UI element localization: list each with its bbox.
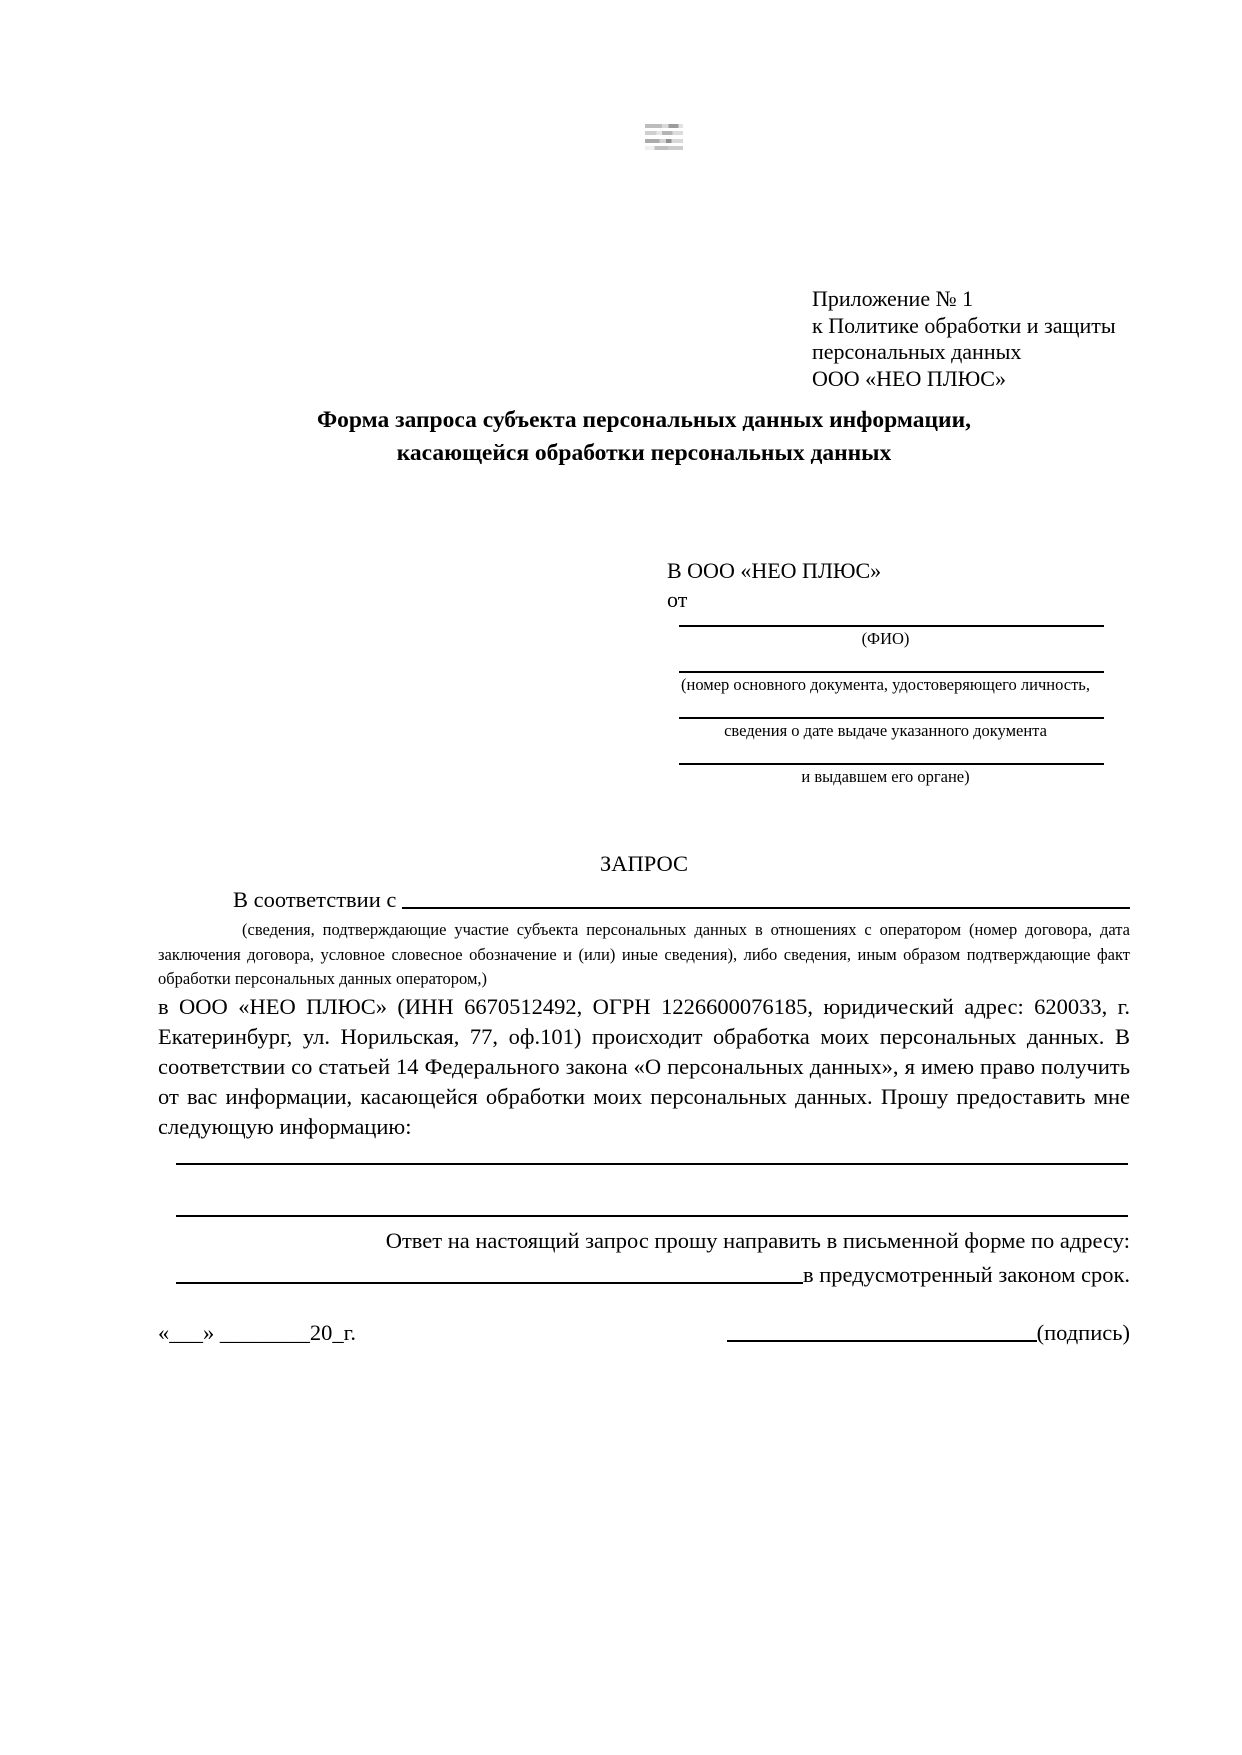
reply-address-sentence: Ответ на настоящий запрос прошу направить в письменной форме по адресу: <box>385 1228 1130 1253</box>
issuing-authority-caption: и выдавшем его органе) <box>801 767 970 786</box>
annex-block <box>812 286 1116 392</box>
reply-address-fill-line <box>176 1282 803 1284</box>
legal-basis-prefix: В соответствии с <box>233 887 397 912</box>
form-title-line: касающейся обработки персональных данных <box>396 440 892 466</box>
fio-fill-line <box>679 613 1104 627</box>
recipient-to: В ООО «НЕО ПЛЮС» <box>667 558 882 583</box>
legal-basis-footnote: (сведения, подтверждающие участие субъекта персональных данных в отношениях с оператором (номер договора, дата заключения договора, условное словесное обозначение и (или) иные сведения), либо сведения, иным образом подтверждающие факт обработки персональных данных оператором,) <box>158 920 1130 988</box>
info-fill-line-1 <box>176 1163 1128 1165</box>
signature-fill-line <box>727 1340 1037 1342</box>
reply-deadline-text: в предусмотренный законом срок. <box>803 1262 1130 1287</box>
signature-group <box>727 1320 1130 1346</box>
info-fill-line-2 <box>176 1215 1128 1217</box>
form-title <box>158 404 1130 470</box>
issue-date-fill-line <box>679 705 1104 719</box>
annex-line: ООО «НЕО ПЛЮС» <box>812 365 1006 391</box>
form-title-line: Форма запроса субъекта персональных данных информации, <box>317 407 971 433</box>
annex-line: персональных данных <box>812 339 1022 364</box>
letterhead-mark-icon <box>645 124 683 150</box>
document-number-caption: (номер основного документа, удостоверяющего личность, <box>681 675 1090 694</box>
recipient-block <box>667 557 1104 786</box>
request-body: в ООО «НЕО ПЛЮС» (ИНН 6670512492, ОГРН 1226600076185, юридический адрес: 620033, г. Екатеринбург, ул. Норильская, 77, оф.101) происходит обработка моих персональных данных. В соответствии со статьей 14 Федерального закона «О персональных данных», я имею право получить от вас информации, касающейся обработки моих персональных данных. Прошу предоставить мне следующую информацию: <box>158 994 1130 1139</box>
fio-caption: (ФИО) <box>861 629 910 648</box>
issuing-authority-field <box>667 751 1104 786</box>
document-number-field <box>667 659 1104 694</box>
request-heading: ЗАПРОС <box>599 851 689 876</box>
annex-line: к Политике обработки и защиты <box>812 312 1116 338</box>
signature-row <box>158 1320 1130 1346</box>
annex-line: Приложение № 1 <box>812 286 974 311</box>
legal-basis-fill-line <box>402 907 1130 909</box>
fio-field <box>667 613 1104 648</box>
issue-date-field <box>667 705 1104 740</box>
signature-caption: (подпись) <box>1036 1320 1130 1345</box>
issuing-authority-fill-line <box>679 751 1104 765</box>
issue-date-caption: сведения о дате выдаче указанного документа <box>724 721 1047 740</box>
document-number-fill-line <box>679 659 1104 673</box>
recipient-from-label: от <box>667 587 688 612</box>
legal-basis-row <box>158 887 1130 913</box>
reply-address-row <box>176 1262 1130 1288</box>
date-fill-line: «___» ________20_г. <box>158 1320 356 1345</box>
